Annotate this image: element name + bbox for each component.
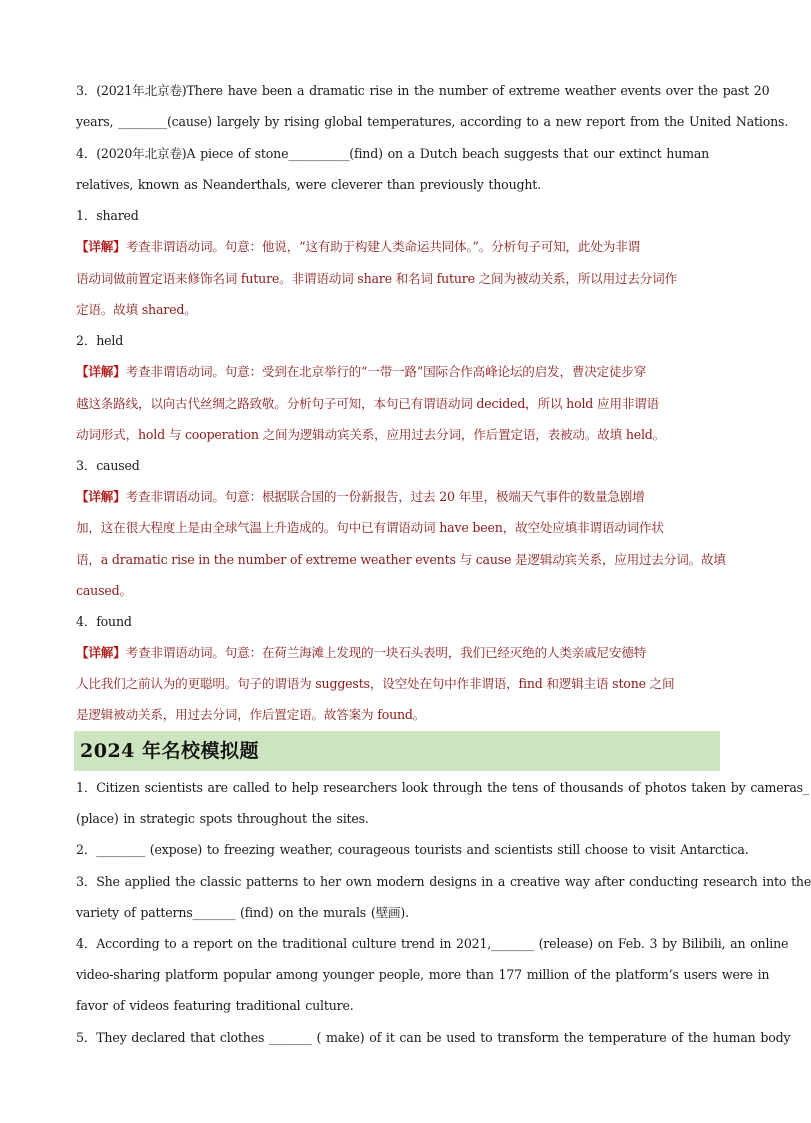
exercise-4-line-3: favor of videos featuring traditional culture. bbox=[76, 998, 354, 1013]
answer-1-text-1: 考查非谓语动词。句意：他说，“这有助于构建人类命运共同体。”。分析句子可知，此处为非谓 bbox=[125, 239, 640, 254]
question-3-line-2: years, ________(cause) largely by rising global temperatures, according to a new report from the United Nations. bbox=[76, 114, 789, 129]
answer-1-number: 1．shared bbox=[76, 208, 139, 223]
answer-3-line-1 bbox=[76, 487, 722, 507]
answer-1-line-2: 语动词做前置定语来修饰名词 future。非谓语动词 share 和名词 future 之间为被动关系，所以用过去分词作 bbox=[76, 271, 677, 286]
exercise-1-line-2: (place) in strategic spots throughout the sites. bbox=[76, 811, 369, 826]
answer-2-line-3: 动词形式，hold 与 cooperation 之间为逻辑动宾关系，应用过去分词，作后置定语，表被动。故填 held。 bbox=[76, 427, 666, 442]
answer-4-line-3: 是逻辑被动关系，用过去分词，作后置定语。故答案为 found。 bbox=[76, 707, 426, 722]
answer-1-label: 【详解】 bbox=[76, 239, 126, 254]
exercise-3-line-2: variety of patterns_______ (find) on the murals (壁画). bbox=[76, 905, 409, 920]
answer-3-line-4: caused。 bbox=[76, 583, 132, 598]
answer-3-label: 【详解】 bbox=[76, 489, 126, 504]
exercise-4-line-1: 4．According to a report on the traditional culture trend in 2021,_______ (release) on Feb. 3 by Bilibili, an online bbox=[76, 936, 789, 951]
answer-4-number: 4．found bbox=[76, 614, 132, 629]
answer-3-number: 3．caused bbox=[76, 458, 140, 473]
answer-3-line-3: 语，a dramatic rise in the number of extreme weather events 与 cause 是逻辑动宾关系，应用过去分词。故填 bbox=[76, 552, 726, 567]
exercise-2-line-1: 2．________ (expose) to freezing weather, courageous tourists and scientists still choose to visit Antarctica. bbox=[76, 842, 749, 857]
answer-2-label: 【详解】 bbox=[76, 364, 126, 379]
answer-4-line-2: 人比我们之前认为的更聪明。句子的谓语为 suggests，设空处在句中作非谓语，find 和逻辑主语 stone 之间 bbox=[76, 676, 675, 691]
question-3-line-1: 3．(2021年北京卷)There have been a dramatic rise in the number of extreme weather events over the past 20 bbox=[76, 83, 770, 98]
answer-2-line-1 bbox=[76, 362, 722, 382]
answer-3-text-1: 考查非谓语动词。句意：根据联合国的一份新报告，过去 20 年里，极端天气事件的数量急剧增 bbox=[125, 489, 645, 504]
answer-3-line-2: 加，这在很大程度上是由全球气温上升造成的。句中已有谓语动词 have been，故空处应填非谓语动词作状 bbox=[76, 520, 664, 535]
exercise-3-line-1: 3．She applied the classic patterns to her own modern designs in a creative way after conducting research into the bbox=[76, 874, 811, 889]
exercise-1-line-1: 1．Citizen scientists are called to help researchers look through the tens of thousands of photos taken by cameras_ bbox=[76, 780, 810, 795]
section-banner bbox=[74, 731, 720, 771]
answer-1-line-1 bbox=[76, 237, 722, 257]
question-4-line-1: 4．(2020年北京卷)A piece of stone__________(find) on a Dutch beach suggests that our extinct human bbox=[76, 146, 710, 161]
answer-2-text-1: 考查非谓语动词。句意：受到在北京举行的“一带一路”国际合作高峰论坛的启发，曹决定徒步穿 bbox=[125, 364, 647, 379]
answer-1-line-3: 定语。故填 shared。 bbox=[76, 302, 197, 317]
answer-4-line-1 bbox=[76, 643, 722, 663]
exercise-5-line-1: 5．They declared that clothes _______ ( make) of it can be used to transform the temperature of the human body bbox=[76, 1030, 791, 1045]
answer-4-text-1: 考查非谓语动词。句意：在荷兰海滩上发现的一块石头表明，我们已经灭绝的人类亲戚尼安德特 bbox=[125, 645, 647, 660]
question-4-line-2: relatives, known as Neanderthals, were cleverer than previously thought. bbox=[76, 177, 541, 192]
answer-2-line-2: 越这条路线，以向古代丝绸之路致敬。分析句子可知，本句已有谓语动词 decided，所以 hold 应用非谓语 bbox=[76, 396, 659, 411]
exercise-4-line-2: video-sharing platform popular among younger people, more than 177 million of the platform’s users were in bbox=[76, 967, 770, 982]
answer-4-label: 【详解】 bbox=[76, 645, 126, 660]
answer-2-number: 2．held bbox=[76, 333, 124, 348]
section-title: 2024 年名校模拟题 bbox=[80, 740, 259, 762]
